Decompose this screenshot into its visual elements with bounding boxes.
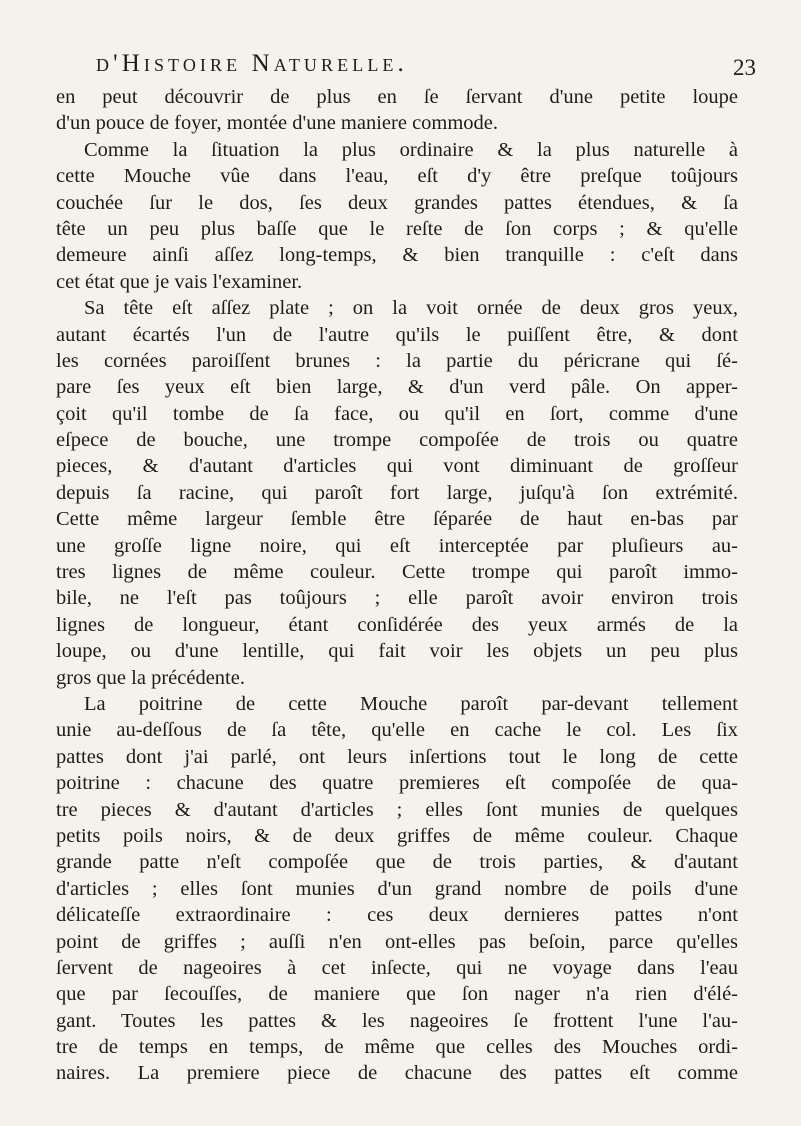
text-line: les cornées paroiſſent brunes : la partie du péricrane qui ſé- — [56, 349, 738, 372]
text-line: eſpece de bouche, une trompe compoſée de trois ou quatre — [56, 429, 738, 452]
text-line: La poitrine de cette Mouche paroît par-devant tellement — [84, 692, 738, 715]
text-line: Comme la ſituation la plus ordinaire & la plus naturelle à — [84, 138, 738, 161]
text-line: délicateſſe extraordinaire : ces deux dernieres pattes n'ont — [56, 904, 738, 927]
text-line: Cette même largeur ſemble être ſéparée de haut en-bas par — [56, 508, 738, 531]
text-line: cet état que je vais l'examiner. — [56, 270, 303, 293]
text-line: grande patte n'eſt compoſée que de trois parties, & d'autant — [56, 851, 738, 874]
text-line: d'un pouce de foyer, montée d'une maniere commode. — [56, 112, 499, 135]
text-line: tres lignes de même couleur. Cette trompe qui paroît immo- — [56, 561, 738, 584]
text-line: pattes dont j'ai parlé, ont leurs inſertions tout le long de cette — [56, 745, 738, 768]
text-line: point de griffes ; auſſi n'en ont-elles pas beſoin, parce qu'elles — [56, 930, 738, 953]
text-line: unie au-deſſous de ſa tête, qu'elle en cache le col. Les ſix — [56, 719, 738, 742]
text-line: petits poils noirs, & de deux griffes de même couleur. Chaque — [56, 824, 738, 847]
text-line: demeure ainſi aſſez long-temps, & bien tranquille : c'eſt dans — [56, 244, 738, 267]
body-text — [56, 84, 738, 1087]
text-line: tre pieces & d'autant d'articles ; elles ſont munies de quelques — [56, 798, 738, 821]
text-line: cette Mouche vûe dans l'eau, eſt d'y être preſque toûjours — [56, 165, 738, 188]
text-line: depuis ſa racine, qui paroît fort large, juſqu'à ſon extrémité. — [56, 481, 738, 504]
text-line: poitrine : chacune des quatre premieres eſt compoſée de qua- — [56, 772, 738, 795]
text-line: pare ſes yeux eſt bien large, & d'un verd pâle. On apper- — [56, 376, 738, 399]
text-line: bile, ne l'eſt pas toûjours ; elle paroît avoir environ trois — [56, 587, 738, 610]
text-line: ſervent de nageoires à cet inſecte, qui ne voyage dans l'eau — [56, 956, 738, 979]
text-line: que par ſecouſſes, de maniere que ſon nager n'a rien d'élé- — [56, 983, 738, 1006]
text-line: gros que la précédente. — [56, 666, 245, 689]
running-title: d'Histoire Naturelle. — [96, 50, 408, 77]
text-line: çoit qu'il tombe de ſa face, ou qu'il en ſort, comme d'une — [56, 402, 738, 425]
text-line: en peut découvrir de plus en ſe ſervant d'une petite loupe — [56, 86, 738, 108]
text-line: tête un peu plus baſſe que le reſte de ſon corps ; & qu'elle — [56, 217, 738, 240]
text-line: naires. La premiere piece de chacune des pattes eſt comme — [56, 1062, 738, 1085]
text-line: lignes de longueur, étant conſidérée des yeux armés de la — [56, 613, 738, 636]
text-line: gant. Toutes les pattes & les nageoires ſe frottent l'une l'au- — [56, 1009, 738, 1032]
running-head — [96, 50, 756, 80]
text-line: autant écartés l'un de l'autre qu'ils le puiſſent être, & dont — [56, 323, 738, 346]
page-number: 23 — [733, 55, 756, 80]
text-line: tre de temps en temps, de même que celles des Mouches ordi- — [56, 1036, 738, 1059]
text-line: d'articles ; elles ſont munies d'un grand nombre de poils d'une — [56, 877, 738, 900]
text-line: loupe, ou d'une lentille, qui fait voir les objets un peu plus — [56, 640, 738, 663]
text-line: couchée ſur le dos, ſes deux grandes pattes étendues, & ſa — [56, 191, 738, 214]
text-line: pieces, & d'autant d'articles qui vont diminuant de groſſeur — [56, 455, 738, 478]
text-line: une groſſe ligne noire, qui eſt interceptée par pluſieurs au- — [56, 534, 738, 557]
text-line: Sa tête eſt aſſez plate ; on la voit ornée de deux gros yeux, — [84, 297, 738, 320]
